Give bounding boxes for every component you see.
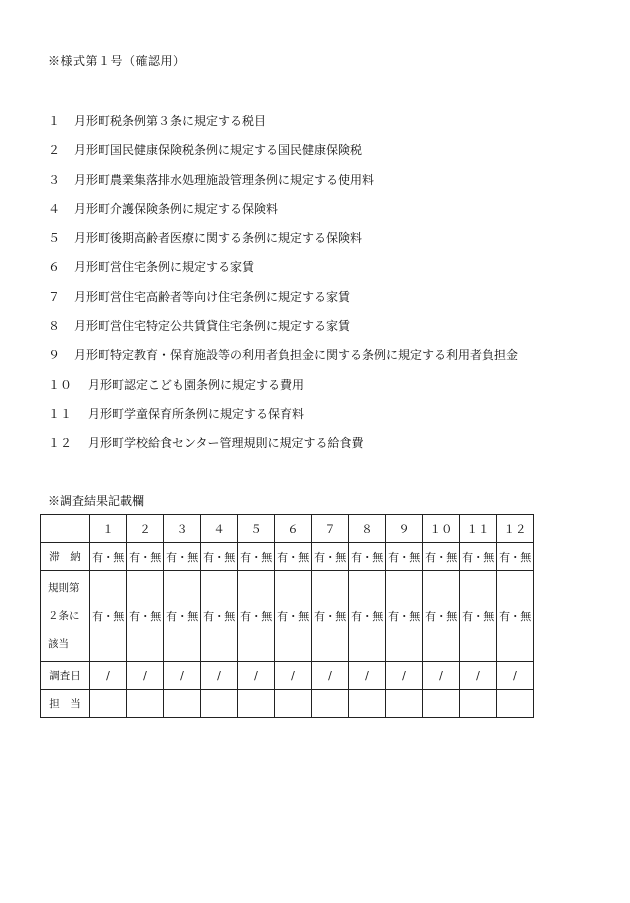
list-item <box>48 288 518 317</box>
row-label-line: ２条に <box>48 610 80 622</box>
date-cell: / <box>201 662 238 690</box>
column-header: １ <box>90 515 127 543</box>
item-text: 月形町特定教育・保育施設等の利用者負担金に関する条例に規定する利用者負担金 <box>74 348 519 363</box>
date-cell: / <box>349 662 386 690</box>
yes-no-cell: 有・無 <box>386 571 423 662</box>
item-number: ４ <box>48 201 61 216</box>
yes-no-cell: 有・無 <box>349 571 386 662</box>
list-item <box>48 200 518 229</box>
person-cell <box>312 690 349 718</box>
person-cell <box>423 690 460 718</box>
list-item <box>48 112 518 141</box>
yes-no-cell: 有・無 <box>90 543 127 571</box>
item-text: 月形町国民健康保険税条例に規定する国民健康保険税 <box>74 143 363 158</box>
yes-no-cell: 有・無 <box>386 543 423 571</box>
item-number: ８ <box>48 319 61 334</box>
column-header: ２ <box>127 515 164 543</box>
list-item <box>48 317 518 346</box>
date-cell: / <box>497 662 534 690</box>
item-number: １０ <box>48 377 73 392</box>
item-number: ２ <box>48 143 61 158</box>
yes-no-cell: 有・無 <box>312 571 349 662</box>
row-label-line: 該当 <box>48 638 69 650</box>
person-cell <box>201 690 238 718</box>
item-text: 月形町学校給食センター管理規則に規定する給食費 <box>88 436 364 451</box>
date-cell: / <box>164 662 201 690</box>
yes-no-cell: 有・無 <box>127 571 164 662</box>
item-text: 月形町認定こども園条例に規定する費用 <box>88 377 305 392</box>
list-item <box>48 405 518 434</box>
row-label: 調査日 <box>41 662 90 690</box>
column-header: ９ <box>386 515 423 543</box>
yes-no-cell: 有・無 <box>275 543 312 571</box>
item-number: ５ <box>48 231 61 246</box>
item-text: 月形町農業集落排水処理施設管理条例に規定する使用料 <box>74 172 375 187</box>
column-header: ４ <box>201 515 238 543</box>
results-title: ※調査結果記載欄 <box>48 494 145 508</box>
list-item <box>48 229 518 258</box>
item-text: 月形町営住宅高齢者等向け住宅条例に規定する家賃 <box>74 289 351 304</box>
column-header: １２ <box>497 515 534 543</box>
list-item <box>48 346 518 375</box>
yes-no-cell: 有・無 <box>312 543 349 571</box>
yes-no-cell: 有・無 <box>349 543 386 571</box>
yes-no-cell: 有・無 <box>238 571 275 662</box>
table-row-delinquency <box>41 543 534 571</box>
list-item <box>48 141 518 170</box>
person-cell <box>275 690 312 718</box>
item-text: 月形町税条例第３条に規定する税目 <box>74 114 267 128</box>
item-number: ９ <box>48 348 61 363</box>
column-header: ８ <box>349 515 386 543</box>
person-cell <box>460 690 497 718</box>
list-item <box>48 171 518 200</box>
yes-no-cell: 有・無 <box>497 571 534 662</box>
row-label <box>41 571 90 662</box>
item-number: ７ <box>48 289 61 304</box>
list-item <box>48 376 518 405</box>
column-header: １１ <box>460 515 497 543</box>
table-row-date <box>41 662 534 690</box>
yes-no-cell: 有・無 <box>275 571 312 662</box>
item-number: ６ <box>48 260 61 275</box>
corner-cell <box>41 515 90 543</box>
table-row-rule <box>41 571 534 662</box>
yes-no-cell: 有・無 <box>497 543 534 571</box>
yes-no-cell: 有・無 <box>238 543 275 571</box>
column-header: ３ <box>164 515 201 543</box>
yes-no-cell: 有・無 <box>201 543 238 571</box>
item-number: ３ <box>48 172 61 187</box>
item-list <box>48 112 518 464</box>
list-item <box>48 258 518 287</box>
table-header-row <box>41 515 534 543</box>
row-label: 滞 納 <box>41 543 90 571</box>
date-cell: / <box>275 662 312 690</box>
item-number: １ <box>48 114 61 128</box>
date-cell: / <box>127 662 164 690</box>
list-item <box>48 434 518 463</box>
person-cell <box>238 690 275 718</box>
item-number: １１ <box>48 406 73 421</box>
yes-no-cell: 有・無 <box>164 543 201 571</box>
person-cell <box>497 690 534 718</box>
column-header: １０ <box>423 515 460 543</box>
date-cell: / <box>460 662 497 690</box>
results-table <box>40 514 534 718</box>
yes-no-cell: 有・無 <box>127 543 164 571</box>
date-cell: / <box>312 662 349 690</box>
item-text: 月形町学童保育所条例に規定する保育料 <box>88 406 305 421</box>
item-text: 月形町営住宅特定公共賃貸住宅条例に規定する家賃 <box>74 319 351 334</box>
person-cell <box>90 690 127 718</box>
item-number: １２ <box>48 436 73 451</box>
form-title: ※様式第１号（確認用） <box>48 54 186 68</box>
column-header: ５ <box>238 515 275 543</box>
row-label: 担 当 <box>41 690 90 718</box>
person-cell <box>127 690 164 718</box>
yes-no-cell: 有・無 <box>460 571 497 662</box>
person-cell <box>386 690 423 718</box>
date-cell: / <box>423 662 460 690</box>
yes-no-cell: 有・無 <box>201 571 238 662</box>
item-text: 月形町介護保険条例に規定する保険料 <box>74 201 279 216</box>
person-cell <box>349 690 386 718</box>
table-row-person <box>41 690 534 718</box>
yes-no-cell: 有・無 <box>460 543 497 571</box>
yes-no-cell: 有・無 <box>164 571 201 662</box>
date-cell: / <box>386 662 423 690</box>
row-label-line: 規則第 <box>48 582 80 594</box>
column-header: ７ <box>312 515 349 543</box>
date-cell: / <box>238 662 275 690</box>
yes-no-cell: 有・無 <box>423 543 460 571</box>
person-cell <box>164 690 201 718</box>
yes-no-cell: 有・無 <box>423 571 460 662</box>
item-text: 月形町後期高齢者医療に関する条例に規定する保険料 <box>74 231 363 246</box>
item-text: 月形町営住宅条例に規定する家賃 <box>74 260 255 275</box>
yes-no-cell: 有・無 <box>90 571 127 662</box>
column-header: ６ <box>275 515 312 543</box>
date-cell: / <box>90 662 127 690</box>
